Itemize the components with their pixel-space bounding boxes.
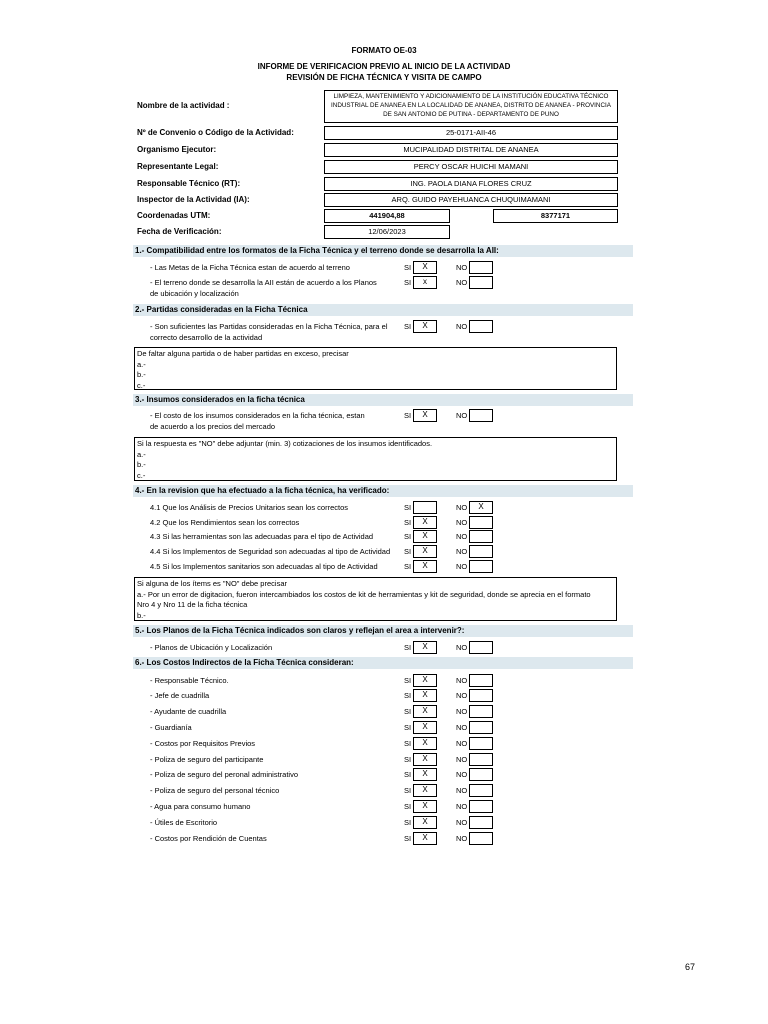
si-label: SI: [404, 322, 412, 331]
question-4-3: 4.3 Si las herramientas son las adecuadas para el tipo de Actividad: [150, 532, 374, 541]
note-4-title: Si alguna de los ítems es "NO" debe precisar: [137, 579, 287, 588]
question-1b-line2: de ubicación y localización: [150, 289, 239, 298]
section-6-header: 6.- Los Costos Indirectos de la Ficha Técnica consideran:: [133, 657, 633, 669]
checkbox-si-4-5[interactable]: X: [413, 560, 437, 573]
checkbox-no-6c[interactable]: [469, 705, 493, 718]
note-box-3: [134, 437, 617, 481]
inspector-value: ARQ. GUIDO PAYEHUANCA CHUQUIMAMANI: [324, 193, 618, 207]
checkbox-no-6g[interactable]: [469, 768, 493, 781]
question-6e: - Costos por Requisitos Previos: [150, 739, 256, 748]
checkbox-si-3a[interactable]: X: [413, 409, 437, 422]
question-4-2: 4.2 Que los Rendimientos sean los correctos: [150, 518, 300, 527]
question-1b-line1: - El terreno donde se desarrolla la AII están de acuerdo a los Planos: [150, 278, 377, 287]
note-4-item-a-line2: Nro 4 y Nro 11 de la ficha técnica: [137, 600, 248, 609]
document-subtitle: REVISIÓN DE FICHA TÉCNICA Y VISITA DE CAMPO: [286, 73, 482, 82]
checkbox-si-6k[interactable]: X: [413, 832, 437, 845]
no-label: NO: [456, 322, 468, 331]
no-label: NO: [456, 676, 468, 685]
question-4-1: 4.1 Que los Análisis de Precios Unitarios sean los correctos: [150, 503, 349, 512]
checkbox-no-6a[interactable]: [469, 674, 493, 687]
no-label: NO: [456, 411, 468, 420]
si-label: SI: [404, 723, 412, 732]
checkbox-no-6d[interactable]: [469, 721, 493, 734]
checkbox-si-1a[interactable]: X: [413, 261, 437, 274]
checkbox-si-6g[interactable]: X: [413, 768, 437, 781]
checkbox-si-6f[interactable]: X: [413, 753, 437, 766]
document-title: INFORME DE VERIFICACION PREVIO AL INICIO DE LA ACTIVIDAD: [257, 62, 511, 71]
checkbox-si-4-2[interactable]: X: [413, 516, 437, 529]
checkbox-no-3a[interactable]: [469, 409, 493, 422]
checkbox-si-6i[interactable]: X: [413, 800, 437, 813]
question-6a: - Responsable Técnico.: [150, 676, 229, 685]
checkbox-si-6c[interactable]: X: [413, 705, 437, 718]
no-label: NO: [456, 770, 468, 779]
no-label: NO: [456, 643, 468, 652]
question-2a-line1: - Son suficientes las Partidas consideradas en la Ficha Técnica, para el: [150, 322, 388, 331]
note-3-item-b: b.-: [137, 460, 146, 469]
question-6c: - Ayudante de cuadrilla: [150, 707, 227, 716]
organismo-value: MUCIPALIDAD DISTRITAL DE ANANEA: [324, 143, 618, 157]
si-label: SI: [404, 676, 412, 685]
checkbox-no-2a[interactable]: [469, 320, 493, 333]
checkbox-no-1b[interactable]: [469, 276, 493, 289]
question-6h: - Poliza de seguro del personal técnico: [150, 786, 280, 795]
question-6d: - Guardianía: [150, 723, 192, 732]
question-6b: - Jefe de cuadrilla: [150, 691, 210, 700]
convenio-label: Nº de Convenio o Código de la Actividad:: [137, 128, 294, 137]
checkbox-si-2a[interactable]: X: [413, 320, 437, 333]
checkbox-no-6f[interactable]: [469, 753, 493, 766]
no-label: NO: [456, 503, 468, 512]
section-2-header: 2.- Partidas consideradas en la Ficha Técnica: [133, 304, 633, 316]
organismo-label: Organismo Ejecutor:: [137, 145, 217, 154]
checkbox-no-6b[interactable]: [469, 689, 493, 702]
si-label: SI: [404, 802, 412, 811]
inspector-label: Inspector de la Actividad (IA):: [137, 195, 250, 204]
si-label: SI: [404, 834, 412, 843]
si-label: SI: [404, 503, 412, 512]
question-6g: - Poliza de seguro del peronal administrativo: [150, 770, 298, 779]
no-label: NO: [456, 786, 468, 795]
representante-value: PERCY OSCAR HUICHI MAMANI: [324, 160, 618, 174]
question-2a-line2: correcto desarrollo de la actividad: [150, 333, 263, 342]
checkbox-si-4-1[interactable]: [413, 501, 437, 514]
si-label: SI: [404, 263, 412, 272]
section-4-header: 4.- En la revision que ha efectuado a la ficha técnica, ha verificado:: [133, 485, 633, 497]
checkbox-si-4-4[interactable]: X: [413, 545, 437, 558]
activity-name-value: LIMPIEZA, MANTENIMIENTO Y ADICIONAMIENTO DE LA INSTITUCIÓN EDUCATIVA TÉCNICO INDUSTRIAL DE ANANEA EN LA LOCALIDAD DE ANANEA, DISTRITO DE ANANEA - PROVINCIA DE SAN ANTONIO DE PUTINA - DEPARTAMENTO DE PUNO: [324, 90, 618, 123]
representante-label: Representante Legal:: [137, 162, 219, 171]
question-4-5: 4.5 Si los Implementos sanitarios son adecuadas al tipo de Actividad: [150, 562, 378, 571]
checkbox-no-4-2[interactable]: [469, 516, 493, 529]
question-5a: - Planos de Ubicación y Localización: [150, 643, 273, 652]
note-2-item-b: b.-: [137, 370, 146, 379]
checkbox-si-6a[interactable]: X: [413, 674, 437, 687]
checkbox-no-5a[interactable]: [469, 641, 493, 654]
note-box-2: [134, 347, 617, 390]
note-3-title: Si la respuesta es "NO" debe adjuntar (min. 3) cotizaciones de los insumos identificados.: [137, 439, 433, 448]
si-label: SI: [404, 818, 412, 827]
checkbox-no-4-1[interactable]: X: [469, 501, 493, 514]
checkbox-no-1a[interactable]: [469, 261, 493, 274]
si-label: SI: [404, 755, 412, 764]
si-label: SI: [404, 786, 412, 795]
responsable-value: ING. PAOLA DIANA FLORES CRUZ: [324, 177, 618, 191]
no-label: NO: [456, 547, 468, 556]
si-label: SI: [404, 691, 412, 700]
no-label: NO: [456, 562, 468, 571]
no-label: NO: [456, 278, 468, 287]
si-label: SI: [404, 278, 412, 287]
si-label: SI: [404, 562, 412, 571]
section-5-header: 5.- Los Planos de la Ficha Técnica indicados son claros y reflejan el area a intervenir?:: [133, 625, 633, 637]
page-number: 67: [685, 962, 696, 972]
coord-x-value: 441904,88: [324, 209, 450, 223]
no-label: NO: [456, 518, 468, 527]
note-4-item-a-line1: a.- Por un error de digitacion, fueron intercambiados los costos de kit de herramientas y kit de seguridad, donde se aprecia en el formato: [137, 589, 591, 599]
section-1-header: 1.- Compatibilidad entre los formatos de la Ficha Técnica y el terreno donde se desarrolla la AII:: [133, 245, 633, 257]
activity-name-label: Nombre de la actividad :: [137, 101, 230, 110]
no-label: NO: [456, 691, 468, 700]
checkbox-si-5a[interactable]: X: [413, 641, 437, 654]
note-box-4: [134, 577, 617, 621]
si-label: SI: [404, 707, 412, 716]
question-3a-line1: - El costo de los insumos considerados en la ficha técnica, estan: [150, 411, 365, 420]
no-label: NO: [456, 802, 468, 811]
checkbox-no-6k[interactable]: [469, 832, 493, 845]
convenio-value: 25-0171-AII-46: [324, 126, 618, 140]
no-label: NO: [456, 818, 468, 827]
si-label: SI: [404, 547, 412, 556]
note-3-item-a: a.-: [137, 449, 146, 459]
question-6j: - Útiles de Escritorio: [150, 818, 218, 827]
checkbox-no-4-5[interactable]: [469, 560, 493, 573]
no-label: NO: [456, 263, 468, 272]
checkbox-no-6e[interactable]: [469, 737, 493, 750]
checkbox-no-6j[interactable]: [469, 816, 493, 829]
responsable-label: Responsable Técnico (RT):: [137, 179, 241, 188]
si-label: SI: [404, 411, 412, 420]
checkbox-no-4-4[interactable]: [469, 545, 493, 558]
question-4-4: 4.4 Si los Implementos de Seguridad son adecuadas al tipo de Actividad: [150, 547, 391, 556]
checkbox-si-6h[interactable]: X: [413, 784, 437, 797]
no-label: NO: [456, 707, 468, 716]
question-6i: - Agua para consumo humano: [150, 802, 251, 811]
checkbox-no-6h[interactable]: [469, 784, 493, 797]
question-6f: - Poliza de seguro del participante: [150, 755, 264, 764]
note-2-item-c: c.-: [137, 380, 146, 390]
section-3-header: 3.- Insumos considerados en la ficha técnica: [133, 394, 633, 406]
checkbox-si-6e[interactable]: X: [413, 737, 437, 750]
no-label: NO: [456, 834, 468, 843]
si-label: SI: [404, 518, 412, 527]
format-code: FORMATO OE-03: [351, 46, 417, 55]
si-label: SI: [404, 643, 412, 652]
checkbox-no-6i[interactable]: [469, 800, 493, 813]
note-4-item-b: b.-: [137, 610, 146, 620]
checkbox-si-6d[interactable]: X: [413, 721, 437, 734]
note-3-item-c: c.-: [137, 470, 146, 480]
si-label: SI: [404, 739, 412, 748]
checkbox-si-1b[interactable]: x: [413, 276, 437, 289]
no-label: NO: [456, 723, 468, 732]
checkbox-si-6j[interactable]: X: [413, 816, 437, 829]
fecha-value: 12/06/2023: [324, 225, 450, 239]
si-label: SI: [404, 770, 412, 779]
no-label: NO: [456, 755, 468, 764]
coord-y-value: 8377171: [493, 209, 618, 223]
coords-label: Coordenadas UTM:: [137, 211, 211, 220]
note-2-title: De faltar alguna partida o de haber partidas en exceso, precisar: [137, 349, 349, 358]
checkbox-no-4-3[interactable]: [469, 530, 493, 543]
checkbox-si-6b[interactable]: X: [413, 689, 437, 702]
note-2-item-a: a.-: [137, 359, 146, 369]
question-6k: - Costos por Rendición de Cuentas: [150, 834, 267, 843]
question-3a-line2: de acuerdo a los precios del mercado: [150, 422, 276, 431]
fecha-label: Fecha de Verificación:: [137, 227, 222, 236]
no-label: NO: [456, 739, 468, 748]
si-label: SI: [404, 532, 412, 541]
no-label: NO: [456, 532, 468, 541]
checkbox-si-4-3[interactable]: X: [413, 530, 437, 543]
question-1a: - Las Metas de la Ficha Técnica estan de acuerdo al terreno: [150, 263, 350, 272]
